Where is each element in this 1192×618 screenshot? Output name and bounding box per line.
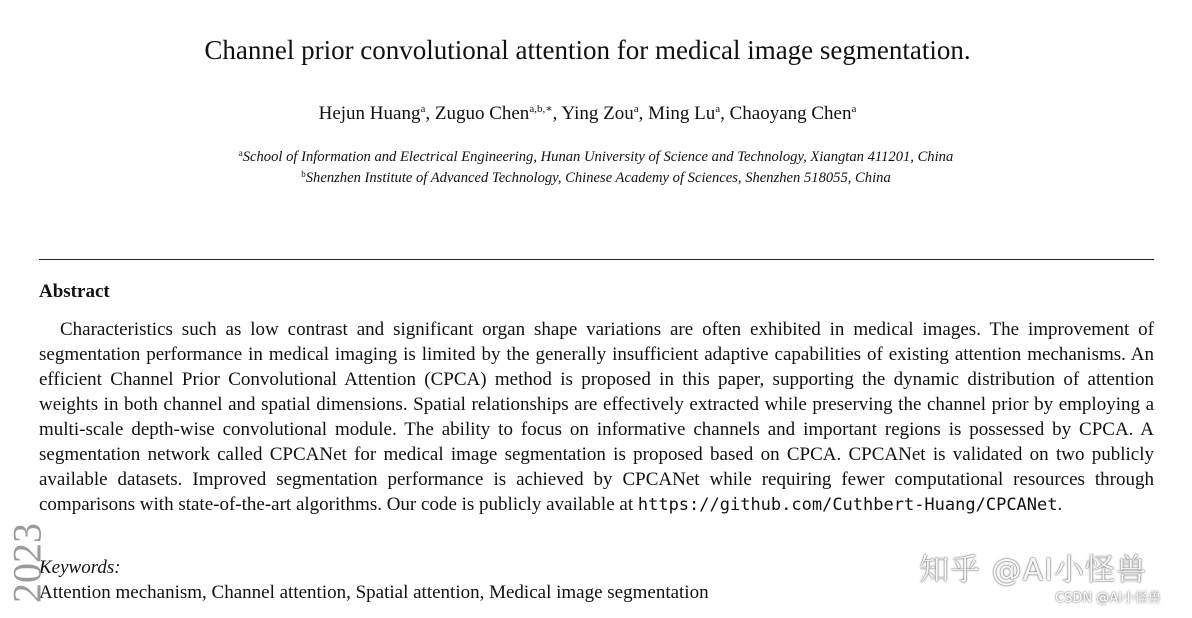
section-divider xyxy=(39,259,1154,260)
author-list: Hejun Huang$^a$, Zuguo Chen$^{a,b,∗}$, Ying Zou$^a$, Ming Lu$^a$, Chaoyang Chen$^a$ xyxy=(318,103,857,124)
affiliation: $^a$School of Information and Electrical Engineering, Hunan University of Science and Technology, Xiangtan 411201, China xyxy=(238,148,954,165)
keywords-heading: Keywords: xyxy=(39,557,121,578)
csdn-watermark: CSDN @AI小怪兽 xyxy=(1055,591,1161,606)
author: Ying Zou$^a$ xyxy=(561,103,639,124)
arxiv-sidebar-stamp: 2023 xyxy=(4,523,50,603)
paper-title: Channel prior convolutional attention for medical image segmentation. xyxy=(204,35,971,65)
code-url-link[interactable]: https://github.com/Cuthbert-Huang/CPCANet xyxy=(637,495,1058,515)
abstract-heading: Abstract xyxy=(39,281,110,302)
keywords-list: Attention mechanism, Channel attention, Spatial attention, Medical image segmentation xyxy=(39,582,709,603)
author: Chaoyang Chen$^a$ xyxy=(729,103,857,124)
author: Ming Lu$^a$ xyxy=(648,103,721,124)
author: Zuguo Chen$^{a,b,∗}$ xyxy=(434,103,553,124)
abstract-body: Characteristics such as low contrast and significant organ shape variations are often exhibited in medical images. The improvement of segmentation performance in medical imaging is limited by the generally insufficient adaptive capabilities of existing attention mechanisms. An efficient Channel Prior Convolutional Attention (CPCA) method is proposed in this paper, supporting the dynamic distribution of attention weights in both channel and spatial dimensions. Spatial relationships are effectively extracted while preserving the channel prior by employing a multi-scale depth-wise convolutional module. The ability to focus on informative channels and important regions is possessed by CPCA. A segmentation network called CPCANet for medical image segmentation is proposed based on CPCA. CPCANet is validated on two publicly available datasets. Improved segmentation performance is achieved by CPCANet while requiring fewer computational resources through comparisons with state-of-the-art algorithms. Our code is publicly available at https://github.com/Cuthbert-Huang/CPCANet. xyxy=(39,319,1154,515)
zhihu-watermark: 知乎 @AI小怪兽 xyxy=(919,553,1147,588)
author: Hejun Huang$^a$ xyxy=(318,103,426,124)
affiliation: $^b$Shenzhen Institute of Advanced Technology, Chinese Academy of Sciences, Shenzhen 518055, China xyxy=(301,168,891,186)
affiliations xyxy=(0,147,1192,188)
abstract-text: Characteristics such as low contrast and significant organ shape variations are often exhibited in medical images. The improvement of segmentation performance in medical imaging is limited by the generally insufficient adaptive capabilities of existing attention mechanisms. An efficient Channel Prior Convolutional Attention (CPCA) method is proposed in this paper, supporting the dynamic distribution of attention weights in both channel and spatial dimensions. Spatial relationships are effectively extracted while preserving the channel prior by employing a multi-scale depth-wise convolutional module. The ability to focus on informative channels and important regions is possessed by CPCA. A segmentation network called CPCANet for medical image segmentation is proposed based on CPCA. CPCANet is validated on two publicly available datasets. Improved segmentation performance is achieved by CPCANet while requiring fewer computational resources through comparisons with state-of-the-art algorithms. Our code is publicly available at xyxy=(39,319,1154,515)
